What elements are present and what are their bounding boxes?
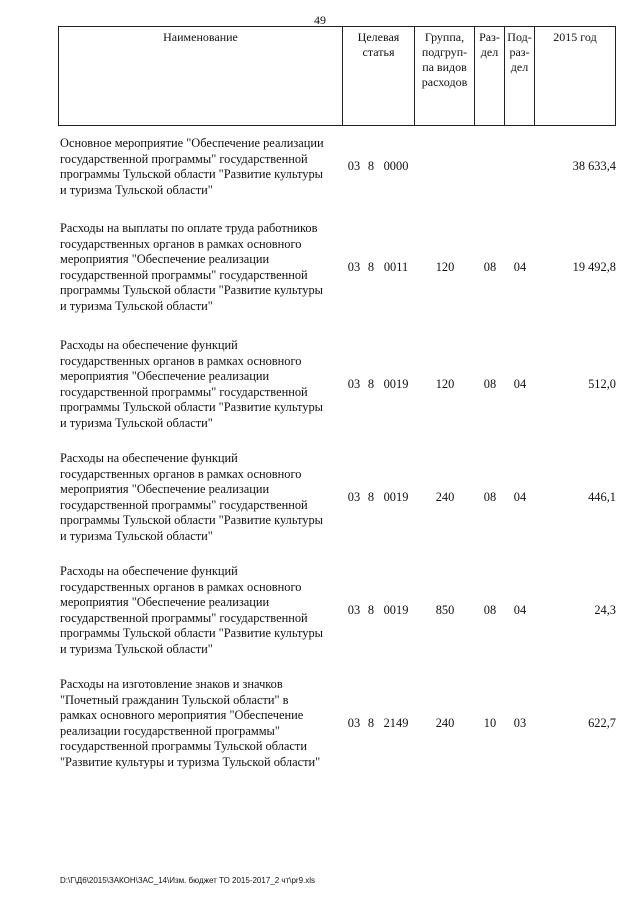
row-name: Расходы на обеспечение функций государственных органов в рамках основного мероприятия "Обеспечение реализации государственной программы" государственной программы Тульской области "Развитие культуры и туризма Тульской области" <box>60 564 323 656</box>
subsection-code: 04 <box>513 603 527 617</box>
target-code-part3: 0011 <box>383 260 409 274</box>
target-code-part2: 8 <box>367 490 375 504</box>
target-code-part2: 8 <box>367 603 375 617</box>
target-code-part1: 03 <box>347 377 361 391</box>
target-code-part3: 2149 <box>383 716 409 730</box>
group-code: 120 <box>435 260 455 274</box>
target-code-part2: 8 <box>367 260 375 274</box>
amount-2015: 19 492,8 <box>572 260 616 274</box>
target-code-part2: 8 <box>367 716 375 730</box>
group-code: 240 <box>435 716 455 730</box>
section-code: 08 <box>483 603 497 617</box>
amount-2015: 24,3 <box>594 603 616 617</box>
section-code: 10 <box>483 716 497 730</box>
header-section: Раз- дел <box>474 27 504 125</box>
target-code-part3: 0000 <box>383 159 409 173</box>
section-code: 08 <box>483 490 497 504</box>
section-code: 08 <box>483 377 497 391</box>
table-row <box>60 338 616 431</box>
target-code-part3: 0019 <box>383 603 409 617</box>
subsection-code: 04 <box>513 260 527 274</box>
target-code-part1: 03 <box>347 716 361 730</box>
page-number: 49 <box>314 13 326 27</box>
amount-2015: 38 633,4 <box>572 159 616 173</box>
group-code: 120 <box>435 377 455 391</box>
table-header <box>58 26 616 126</box>
header-year: 2015 год <box>534 27 615 125</box>
amount-2015: 512,0 <box>588 377 616 391</box>
target-code-part1: 03 <box>347 603 361 617</box>
table-row <box>60 451 616 544</box>
table-row <box>60 221 616 314</box>
row-name: Расходы на изготовление знаков и значков "Почетный гражданин Тульской области" в рамках основного мероприятия "Обеспечение реализации государственной программы" государственной программы Тульской области "Развитие культуры и туризма Тульской области" <box>60 677 321 769</box>
table-row <box>60 564 616 657</box>
group-code: 240 <box>435 490 455 504</box>
group-code: 850 <box>435 603 455 617</box>
header-name: Наименование <box>163 30 238 44</box>
header-target: Целевая статья <box>342 27 414 125</box>
subsection-code: 04 <box>513 377 527 391</box>
target-code-part3: 0019 <box>383 490 409 504</box>
header-subsection: Под- раз- дел <box>504 27 534 125</box>
subsection-code: 03 <box>513 716 527 730</box>
header-group: Группа, подгруп- па видов расходов <box>414 27 474 125</box>
target-code-part1: 03 <box>347 159 361 173</box>
amount-2015: 622,7 <box>588 716 616 730</box>
amount-2015: 446,1 <box>588 490 616 504</box>
file-path-footer: D:\Г\Д6\2015\ЗАКОН\ЗАС_14\Изм. бюджет ТО 2015-2017_2 чт\pr9.xls <box>60 876 316 885</box>
table-row <box>60 136 616 198</box>
row-name: Расходы на выплаты по оплате труда работников государственных органов в рамках основного мероприятия "Обеспечение реализации государственной программы" государственной программы Тульской области "Развитие культуры и туризма Тульской области" <box>60 221 323 313</box>
target-code-part1: 03 <box>347 490 361 504</box>
table-row <box>60 677 616 770</box>
row-name: Основное мероприятие "Обеспечение реализации государственной программы" государственной программы Тульской области "Развитие культуры и туризма Тульской области" <box>60 136 324 197</box>
target-code-part2: 8 <box>367 159 375 173</box>
target-code-part2: 8 <box>367 377 375 391</box>
target-code-part1: 03 <box>347 260 361 274</box>
subsection-code: 04 <box>513 490 527 504</box>
row-name: Расходы на обеспечение функций государственных органов в рамках основного мероприятия "Обеспечение реализации государственной программы" государственной программы Тульской области "Развитие культуры и туризма Тульской области" <box>60 451 323 543</box>
row-name: Расходы на обеспечение функций государственных органов в рамках основного мероприятия "Обеспечение реализации государственной программы" государственной программы Тульской области "Развитие культуры и туризма Тульской области" <box>60 338 323 430</box>
target-code-part3: 0019 <box>383 377 409 391</box>
section-code: 08 <box>483 260 497 274</box>
